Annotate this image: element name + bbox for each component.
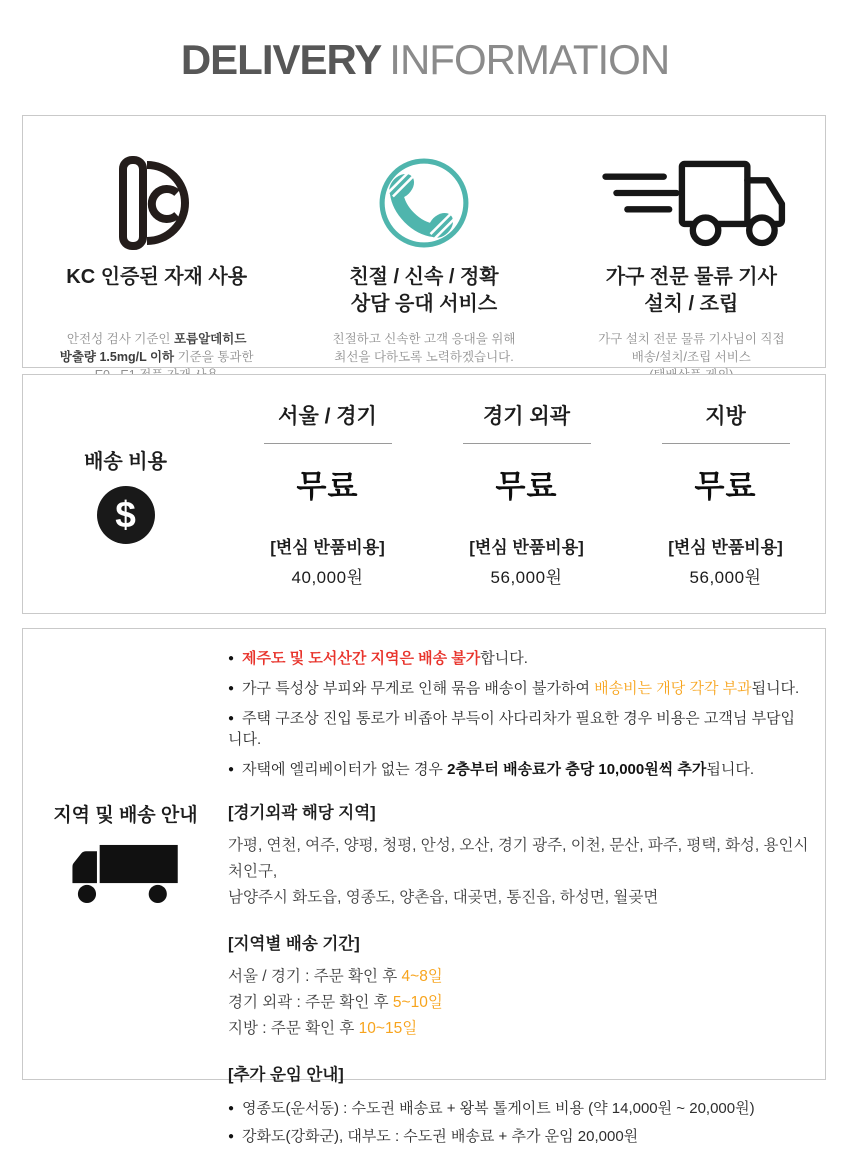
region-delivery-section xyxy=(22,628,826,1145)
bullet-icon: ● xyxy=(228,713,235,724)
cost-card-seoul-gyeonggi xyxy=(228,375,427,613)
return-fee-label: [변심 반품비용] xyxy=(270,538,385,557)
feature-title: KC 인증된 자재 사용 xyxy=(66,266,248,288)
cost-price: 무료 xyxy=(296,469,359,504)
page-title xyxy=(0,36,850,84)
kc-certification-icon xyxy=(23,142,290,264)
feature-card-consulting xyxy=(290,116,557,367)
period-row-seoul: 서울 / 경기 : 주문 확인 후 4~8일 xyxy=(228,968,443,985)
return-fee-label: [변심 반품비용] xyxy=(668,538,783,557)
notice-ladder: ● 주택 구조상 진입 통로가 비좁아 부득이 사다리차가 필요한 경우 비용은 고객님 부담입니다. xyxy=(228,710,796,748)
bullet-icon: ● xyxy=(228,764,235,775)
divider xyxy=(662,443,790,444)
delivery-truck-icon xyxy=(558,142,825,264)
notice-elevator: ● 자택에 엘리베이터가 없는 경우 2층부터 배송료가 층당 10,000원씩 추가됩니다. xyxy=(228,761,754,778)
bullet-icon: ● xyxy=(228,683,235,694)
phone-icon xyxy=(290,142,557,264)
return-fee-value: 56,000원 xyxy=(490,568,563,587)
shipping-cost-section xyxy=(22,374,826,614)
extra-fee-row-ganghwado: ● 강화도(강화군), 대부도 : 수도권 배송료 + 추가 운임 20,000원 xyxy=(228,1128,639,1145)
cost-price: 무료 xyxy=(694,469,757,504)
outskirts-heading: [경기외곽 해당 지역] xyxy=(228,804,376,822)
extra-fee-row-yeongjongdo: ● 영종도(운서동) : 수도권 배송료 + 왕복 톨게이트 비용 (약 14,000원 ~ 20,000원) xyxy=(228,1100,755,1117)
return-fee-label: [변심 반품비용] xyxy=(469,538,584,557)
feature-title: 친절 / 신속 / 정확 상담 응대 서비스 xyxy=(349,266,499,315)
cost-region: 지방 xyxy=(705,405,746,428)
bullet-icon: ● xyxy=(228,1103,235,1114)
outskirts-region-list: 가평, 연천, 여주, 양평, 청평, 안성, 오산, 경기 광주, 이천, 문산, 파주, 평택, 화성, 용인시 처인구, 남양주시 화도읍, 영종도, 양촌읍, 대곶면, 통진읍, 하성면, 월곶면 xyxy=(228,837,809,906)
shipping-cost-label-cell xyxy=(23,375,228,613)
feature-card-kc xyxy=(23,116,290,367)
notice-bundle: ● 가구 특성상 부피와 무게로 인해 묶음 배송이 불가하여 배송비는 개당 각각 부과됩니다. xyxy=(228,680,800,697)
region-label-cell xyxy=(23,629,228,1079)
feature-description: 안전성 검사 기준인 포름알데히드 방출량 1.5mg/L 이하 기준을 통과한 xyxy=(59,332,254,364)
region-content xyxy=(228,629,825,1145)
region-label: 지역 및 배송 안내 xyxy=(53,804,198,826)
cost-region: 서울 / 경기 xyxy=(278,405,377,428)
return-fee-value: 40,000원 xyxy=(291,568,364,587)
page-title-bold: DELIVERY xyxy=(180,36,382,83)
feature-card-install xyxy=(558,116,825,367)
return-fee-value: 56,000원 xyxy=(689,568,762,587)
cost-card-province xyxy=(626,375,825,613)
truck-icon xyxy=(67,839,185,909)
period-row-province: 지방 : 주문 확인 후 10~15일 xyxy=(228,1020,418,1037)
cost-region: 경기 외곽 xyxy=(483,405,570,428)
period-heading: [지역별 배송 기간] xyxy=(228,935,360,953)
extra-fee-heading: [추가 운임 안내] xyxy=(228,1066,344,1084)
bullet-icon: ● xyxy=(228,653,235,664)
bullet-icon: ● xyxy=(228,1131,235,1142)
divider xyxy=(264,443,392,444)
feature-description: 친절하고 신속한 고객 응대을 위해 최선을 다하도록 노력하겠습니다. xyxy=(332,332,516,364)
feature-description: 가구 설치 전문 물류 기사님이 직접 배송/설치/조립 서비스 xyxy=(598,332,785,364)
cost-card-gyeonggi-outskirts xyxy=(427,375,626,613)
notice-jeju: ● 제주도 및 도서산간 지역은 배송 불가합니다. xyxy=(228,650,528,667)
period-row-outskirts: 경기 외곽 : 주문 확인 후 5~10일 xyxy=(228,994,443,1011)
feature-title: 가구 전문 물류 기사 설치 / 조립 xyxy=(605,266,777,315)
divider xyxy=(463,443,591,444)
features-section xyxy=(22,115,826,368)
cost-price: 무료 xyxy=(495,469,558,504)
dollar-icon: $ xyxy=(97,486,155,544)
page-title-light: INFORMATION xyxy=(389,36,670,83)
shipping-cost-label: 배송 비용 xyxy=(84,450,167,473)
